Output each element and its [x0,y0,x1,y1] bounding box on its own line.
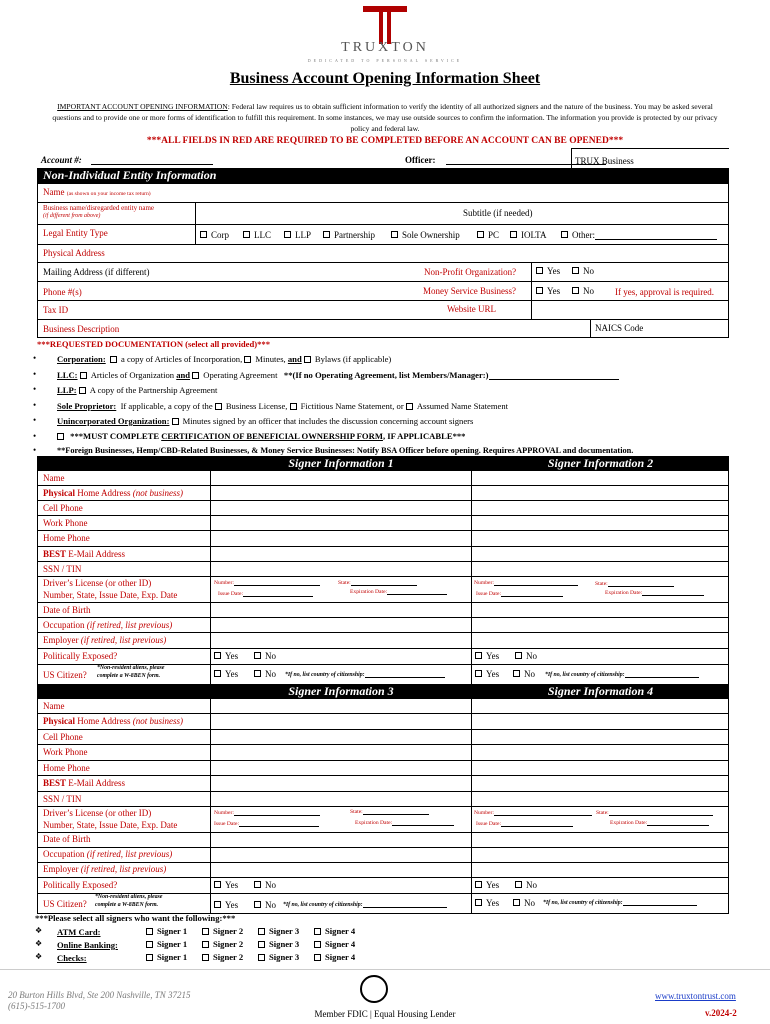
checkbox-icon [258,941,265,948]
s4-pep-yes[interactable]: Yes [475,880,499,890]
checkbox-icon [214,670,221,677]
doc-unincorporated: Unincorporated Organization: Minutes signed by an officer that includes the discussion concerning account signers [57,416,474,426]
msb-label: Money Service Business? [423,286,516,296]
checkbox-icon [475,899,482,906]
equal-housing-seal-icon [360,975,388,1003]
entity-type-other[interactable]: Other: [561,230,717,240]
checkbox-icon[interactable] [192,372,199,379]
s12-occupation-label: Occupation (if retired, list previous) [43,620,173,630]
s4-citizen-yes[interactable]: Yes [475,898,499,908]
s2-pep-yes[interactable]: Yes [475,651,499,661]
account-label: Account #: [41,155,82,165]
checkbox-icon [200,231,207,238]
s34-pep-label: Politically Exposed? [43,880,118,890]
doc-llp: LLP: A copy of the Partnership Agreement [57,385,218,395]
trux-business-box: TRUX Business [571,148,729,169]
entity-type-partnership[interactable]: Partnership [323,230,375,240]
checkbox-icon [214,901,221,908]
checkbox-icon[interactable] [80,372,87,379]
s12-pep-label: Politically Exposed? [43,651,118,661]
s1-dl-issue[interactable]: Issue Date: [218,591,313,597]
s12-dl-label-1: Driver’s License (or other ID) [43,578,152,588]
checkbox-icon [536,287,543,294]
business-description-label: Business Description [43,324,120,334]
entity-type-pc[interactable]: PC [477,230,499,240]
checkbox-icon [477,231,484,238]
checkbox-icon [146,941,153,948]
s34-work-label: Work Phone [43,747,88,757]
s2-dl-issue[interactable]: Issue Date: [476,591,563,597]
s4-citizen-no[interactable]: No [513,898,535,908]
atm-signer-2[interactable]: Signer 2 [202,926,243,936]
msb-yes[interactable]: Yes [536,286,560,296]
checkbox-icon [243,231,250,238]
s12-home-label: Home Phone [43,533,90,543]
checkbox-icon[interactable] [244,356,251,363]
checks-label: Checks: [57,953,87,963]
checkbox-icon [202,954,209,961]
s4-dl-state[interactable]: State: [596,810,713,816]
footer-website-link[interactable]: www.truxtontrust.com [655,991,736,1001]
checkbox-icon [146,928,153,935]
atm-signer-1[interactable]: Signer 1 [146,926,187,936]
online-signer-2[interactable]: Signer 2 [202,939,243,949]
checks-signer-4[interactable]: Signer 4 [314,952,355,962]
phone-label: Phone #(s) [43,287,82,297]
s34-citizen-note-1: *Non-resident aliens, please [95,894,163,900]
msb-approval-note: If yes, approval is required. [615,287,714,297]
checkbox-icon[interactable] [215,403,222,410]
signer-4-header: Signer Information 4 [547,684,654,698]
doc-corporation: Corporation: a copy of Articles of Incorporation, Minutes, and Bylaws (if applicable) [57,354,392,364]
entity-header: Non-Individual Entity Information [37,168,729,184]
checkbox-icon [214,881,221,888]
legal-entity-type-label: Legal Entity Type [43,228,108,238]
checkbox-icon [254,652,261,659]
nonprofit-no[interactable]: No [572,266,594,276]
s34-employer-label: Employer (if retired, list previous) [43,864,167,874]
checkbox-icon[interactable] [110,356,117,363]
s12-citizen-note-2: complete a W-8BEN form. [97,673,161,679]
diamond-icon: ❖ [35,952,43,961]
s3-pep-no[interactable]: No [254,880,276,890]
s2-citizenship-note[interactable]: *If no, list country of citizenship: [545,672,699,678]
s3-dl-state[interactable]: State: [350,809,429,815]
s12-citizen-note-1: *Non-resident aliens, please [97,665,165,671]
s1-pep-yes[interactable]: Yes [214,651,238,661]
checkbox-icon [475,670,482,677]
doc-llc: LLC: Articles of Organization and Operating Agreement **(If no Operating Agreement, list Members/Manager:) [57,370,619,380]
checkbox-icon[interactable] [304,356,311,363]
entity-type-llc[interactable]: LLC [243,230,271,240]
checkbox-icon[interactable] [290,403,297,410]
checkbox-icon[interactable] [172,418,179,425]
footer-phone: (615)-515-1700 [8,1001,65,1011]
nonprofit-yes[interactable]: Yes [536,266,560,276]
services-title: ***Please select all signers who want the following:*** [35,913,236,923]
online-signer-1[interactable]: Signer 1 [146,939,187,949]
checkbox-icon [202,928,209,935]
s34-citizen-label: US Citizen? [43,899,87,909]
s12-dob-label: Date of Birth [43,605,91,615]
s34-citizen-note-2: complete a W-8BEN form. [95,902,159,908]
checkbox-icon [254,881,261,888]
entity-name-label: Name (as shown on your income tax return) [43,187,151,197]
checkbox-icon[interactable] [406,403,413,410]
s2-citizen-no[interactable]: No [513,669,535,679]
signer-1-header: Signer Information 1 [288,456,394,470]
s3-citizen-yes[interactable]: Yes [214,900,238,910]
online-signer-4[interactable]: Signer 4 [314,939,355,949]
checkbox-icon [314,928,321,935]
footer-version: v.2024-2 [705,1008,737,1018]
s3-citizen-no[interactable]: No [254,900,276,910]
docs-title: ***REQUESTED DOCUMENTATION (select all provided)*** [37,339,270,349]
s12-email-label: BEST E-Mail Address [43,549,126,559]
doc-foreign-notice: **Foreign Businesses, Hemp/CBD-Related Businesses, & Money Service Businesses: Notify BSA Officer before opening. Requires APPROVAL and documentation. [57,446,634,455]
entity-type-iolta[interactable]: IOLTA [510,230,546,240]
s2-citizen-yes[interactable]: Yes [475,669,499,679]
checkbox-icon [510,231,517,238]
atm-signer-4[interactable]: Signer 4 [314,926,355,936]
checkbox-icon [515,881,522,888]
checkbox-icon [314,954,321,961]
s12-cell-label: Cell Phone [43,503,83,513]
checkbox-icon [513,670,520,677]
s4-citizenship-note[interactable]: *If no, list country of citizenship: [543,900,697,906]
intro-paragraph: IMPORTANT ACCOUNT OPENING INFORMATION: Federal law requires us to obtain sufficient information to verify the identity of all authorized signers and the nature of the business. You may be asked several questions and to provide one or more forms of identification to fulfill this requirement. In some instances, we may use outside sources to confirm the information. The information you provide is protected by our privacy policy and federal law. [52,102,718,133]
s12-work-label: Work Phone [43,518,88,528]
checkbox-icon [254,901,261,908]
s34-name-label: Name [43,701,65,711]
atm-signer-3[interactable]: Signer 3 [258,926,299,936]
tax-id-label: Tax ID [43,305,69,315]
s34-home-label: Home Phone [43,763,90,773]
atm-label: ATM Card: [57,927,101,937]
brand-tagline: DEDICATED TO PERSONAL SERVICE [307,58,463,63]
s1-citizen-yes[interactable]: Yes [214,669,238,679]
s4-pep-no[interactable]: No [515,880,537,890]
checkbox-icon [214,652,221,659]
checkbox-icon [146,954,153,961]
checks-signer-1[interactable]: Signer 1 [146,952,187,962]
s1-dl-number[interactable]: Number: [214,580,320,586]
s4-dl-expiration[interactable]: Expiration Date: [610,820,709,826]
s1-citizenship-note[interactable]: *If no, list country of citizenship: [285,672,445,678]
s2-dl-expiration[interactable]: Expiration Date: [605,590,704,596]
subtitle-label: Subtitle (if needed) [463,208,533,218]
s12-employer-label: Employer (if retired, list previous) [43,635,167,645]
checkbox-icon [515,652,522,659]
checkbox-icon [561,231,568,238]
s34-ssn-label: SSN / TIN [43,794,82,804]
checkbox-icon [536,267,543,274]
s2-dl-number[interactable]: Number: [474,580,578,586]
checkbox-icon [323,231,330,238]
officer-label: Officer: [405,155,436,165]
checkbox-icon [258,928,265,935]
s34-dl-label-1: Driver’s License (or other ID) [43,808,152,818]
s2-dl-state[interactable]: State: [595,581,674,587]
s4-dl-issue[interactable]: Issue Date: [476,821,573,827]
online-signer-3[interactable]: Signer 3 [258,939,299,949]
checkbox-icon [258,954,265,961]
checkbox-icon [314,941,321,948]
s3-dl-issue[interactable]: Issue Date: [214,821,319,827]
diamond-icon: ❖ [35,939,43,948]
signer-2-header: Signer Information 2 [547,456,654,470]
checkbox-icon [284,231,291,238]
diamond-icon: ❖ [35,926,43,935]
s3-dl-expiration[interactable]: Expiration Date: [355,820,454,826]
entity-type-corp[interactable]: Corp [200,230,229,240]
nonprofit-label: Non-Profit Organization? [424,267,517,277]
s1-dl-expiration[interactable]: Expiration Date: [350,589,447,595]
s34-dl-label-2: Number, State, Issue Date, Exp. Date [43,820,178,830]
physical-address-label: Physical Address [43,248,105,258]
footer-fdic: Member FDIC | Equal Housing Lender [314,1009,456,1019]
s12-ssn-label: SSN / TIN [43,564,82,574]
required-notice: ***ALL FIELDS IN RED ARE REQUIRED TO BE COMPLETED BEFORE AN ACCOUNT CAN BE OPENED*** [146,136,624,146]
s1-citizen-no[interactable]: No [254,669,276,679]
s12-dl-label-2: Number, State, Issue Date, Exp. Date [43,590,178,600]
account-field[interactable] [91,155,213,165]
s34-physical-label: Physical Home Address (not business) [43,716,184,726]
s12-physical-label: Physical Home Address (not business) [43,488,184,498]
online-label: Online Banking: [57,940,118,950]
footer-address-line: 20 Burton Hills Blvd, Ste 200 Nashville, TN 37215 [8,990,191,1000]
s1-dl-state[interactable]: State: [338,580,417,586]
s34-dob-label: Date of Birth [43,834,91,844]
checkbox-icon[interactable] [79,387,86,394]
checks-signer-2[interactable]: Signer 2 [202,952,243,962]
entity-type-sole-ownership[interactable]: Sole Ownership [391,230,460,240]
checkbox-icon [572,267,579,274]
page-title: Business Account Opening Information Sheet [229,70,541,87]
checkbox-icon [475,652,482,659]
signer-3-header: Signer Information 3 [288,684,394,698]
dba-label: Business name/disregarded entity name [43,204,154,212]
s1-pep-no[interactable]: No [254,651,276,661]
doc-sole-proprietor: Sole Proprietor: If applicable, a copy of the Business License, Fictitious Name Statement, or Assumed Name Statement [57,401,509,411]
brand-name: TRUXTON [341,40,429,55]
website-label: Website URL [447,304,497,314]
s4-dl-number[interactable]: Number: [474,810,592,816]
checkbox-icon[interactable] [57,433,64,440]
mailing-address-label: Mailing Address (if different) [43,267,150,277]
s12-citizen-label: US Citizen? [43,670,87,680]
dba-note: (if different from above) [43,213,101,219]
checks-signer-3[interactable]: Signer 3 [258,952,299,962]
naics-label: NAICS Code [595,323,644,333]
s2-pep-no[interactable]: No [515,651,537,661]
s3-citizenship-note[interactable]: *If no, list country of citizenship: [283,902,447,908]
s34-occupation-label: Occupation (if retired, list previous) [43,849,173,859]
checkbox-icon [572,287,579,294]
msb-no[interactable]: No [572,286,594,296]
s3-dl-number[interactable]: Number: [214,810,320,816]
s34-cell-label: Cell Phone [43,732,83,742]
checkbox-icon [202,941,209,948]
s12-name-label: Name [43,473,65,483]
entity-type-llp[interactable]: LLP [284,230,311,240]
s3-pep-yes[interactable]: Yes [214,880,238,890]
checkbox-icon [475,881,482,888]
checkbox-icon [513,899,520,906]
doc-beneficial-ownership: ***MUST COMPLETE CERTIFICATION OF BENEFICIAL OWNERSHIP FORM, IF APPLICABLE*** [57,431,465,441]
checkbox-icon [254,670,261,677]
s34-email-label: BEST E-Mail Address [43,778,126,788]
checkbox-icon [391,231,398,238]
